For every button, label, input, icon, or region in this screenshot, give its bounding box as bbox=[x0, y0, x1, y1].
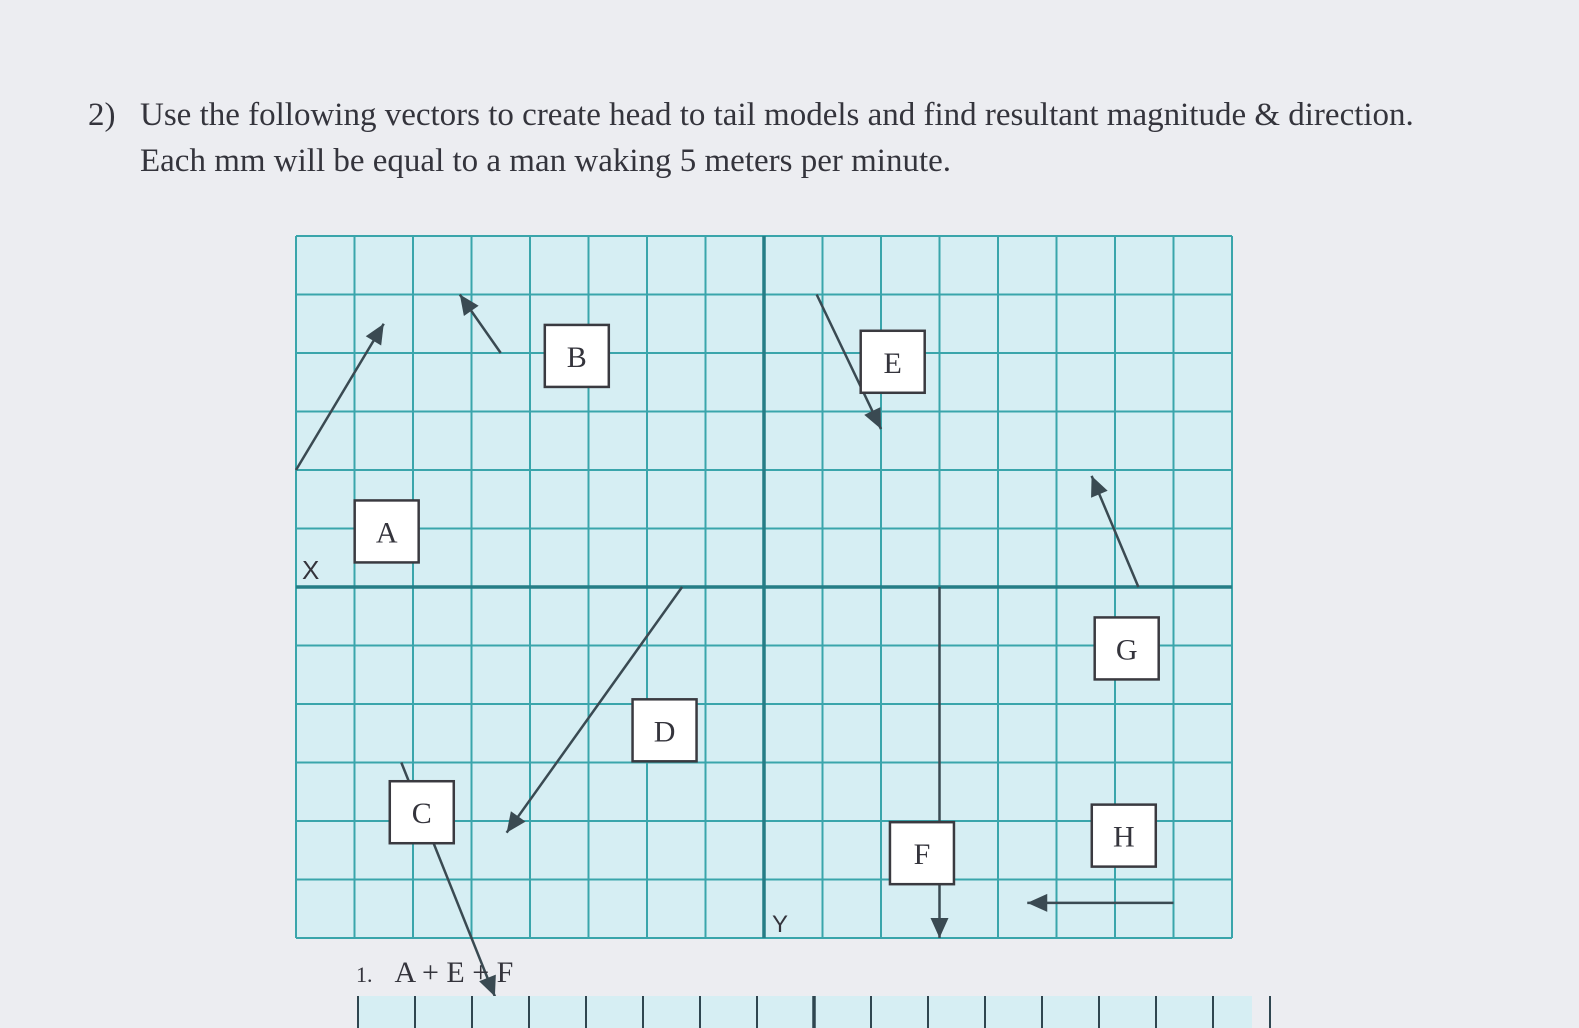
question-line-2: Each mm will be equal to a man waking 5 meters per minute. bbox=[140, 143, 952, 179]
task-item-1 bbox=[356, 956, 513, 990]
question-line-1: Use the following vectors to create head to tail models and find resultant magnitude & direction. bbox=[140, 97, 1414, 133]
task-number: 1. bbox=[356, 962, 373, 987]
answer-grid-background bbox=[358, 996, 1252, 1028]
vector-g-label: G bbox=[1115, 633, 1138, 667]
question-number: 2) bbox=[88, 97, 116, 133]
vector-e-label: E bbox=[883, 346, 902, 380]
vector-d-label: D bbox=[653, 715, 676, 749]
vector-f-label: F bbox=[913, 838, 931, 872]
vector-c-label: C bbox=[411, 797, 432, 831]
answer-grid-strip bbox=[358, 996, 1270, 1028]
y-axis-label: Y bbox=[772, 911, 789, 938]
task-expression: A + E + F bbox=[394, 956, 514, 989]
vector-b-label: B bbox=[566, 340, 587, 374]
vector-h-label: H bbox=[1112, 820, 1135, 854]
vector-a-label: A bbox=[375, 516, 398, 550]
x-axis-label: X bbox=[302, 555, 320, 585]
